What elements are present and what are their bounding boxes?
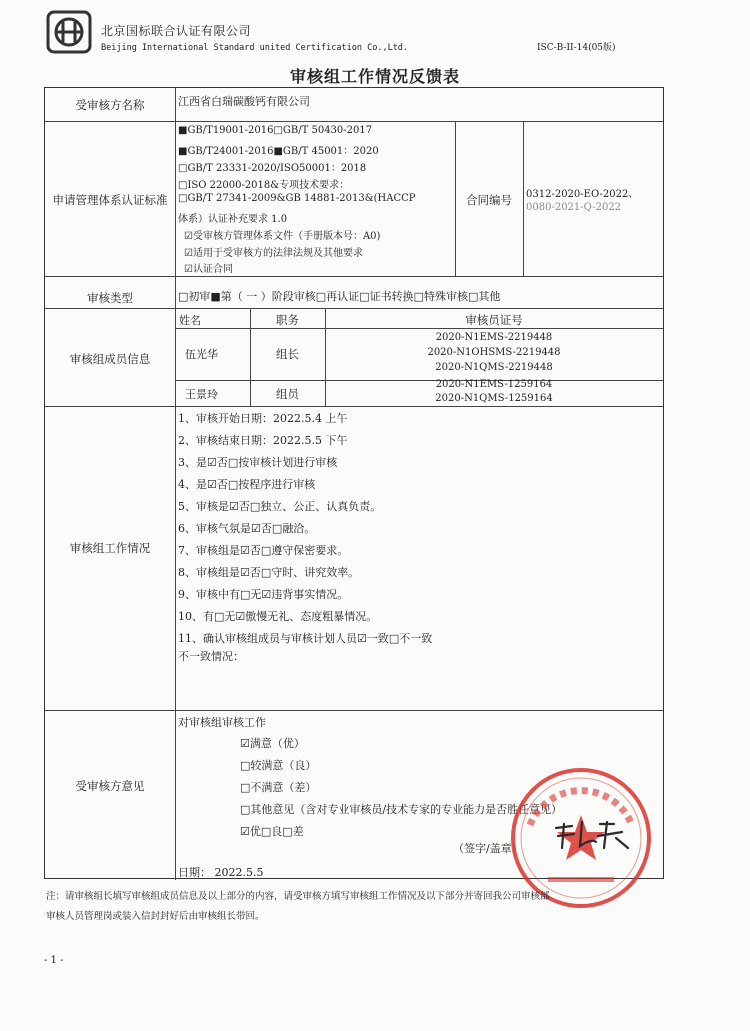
team-label: 审核组成员信息	[69, 352, 151, 366]
team-col-role: 职务	[276, 313, 299, 327]
standard-line: ☑受审核方管理体系文件（手册版本号：A0)	[184, 231, 381, 242]
team-col-name: 姓名	[179, 314, 201, 327]
work-item: 2、审核结束日期：2022.5.5 下午	[178, 434, 348, 447]
signature	[552, 818, 632, 852]
opinion-heading: 对审核组审核工作	[178, 716, 266, 729]
standard-line: 体系）认证补充要求 1.0	[178, 214, 288, 225]
form-title: 审核组工作情况反馈表	[289, 67, 460, 86]
org-name-en: Beijing International Standard united Certification Co.,Ltd.	[101, 43, 409, 53]
work-item: 不一致情况：	[178, 650, 244, 663]
member-cert: 2020-N1OHSMS-2219448	[427, 347, 561, 358]
work-item: 6、审核气氛是☑否□融洽。	[178, 522, 316, 535]
work-item: 4、是☑否□按程序进行审核	[178, 478, 316, 491]
contract-number: 0080-2021-Q-2022	[526, 202, 622, 213]
opinion-option: ☑优□良□差	[240, 825, 304, 838]
company-logo	[46, 10, 92, 54]
work-item: 3、是☑否□按审核计划进行审核	[178, 456, 338, 469]
member-cert: 2020-N1QMS-1259164	[435, 393, 553, 404]
work-item: 11、确认审核组成员与审核计划人员☑一致□不一致	[178, 632, 433, 645]
footnote-line: 注：请审核组长填写审核组成员信息及以上部分的内容，请受审核方填写审核组工作情况及以下部分并寄回我公司审核部	[46, 891, 550, 902]
member-cert: 2020-N1EMS-2219448	[435, 332, 553, 343]
auditee-label: 受审核方名称	[75, 98, 145, 112]
audit-type-value: □初审■第（ 一 ）阶段审核□再认证□证书转换□特殊审核□其他	[178, 290, 501, 303]
team-col-cert: 审核员证号	[465, 313, 523, 327]
work-item: 5、审核是☑否□独立、公正、认真负责。	[178, 500, 382, 513]
standard-line: ☑适用于受审核方的法律法规及其他要求	[184, 248, 363, 259]
document-code: ISC-B-II-14(05版)	[537, 43, 616, 53]
opinion-option: □不满意（差）	[240, 781, 317, 794]
contract-number: 0312-2020-EO-2022、	[526, 189, 639, 200]
member-name: 伍光华	[185, 348, 218, 361]
member-cert: 2020-N1QMS-2219448	[435, 362, 553, 373]
work-label: 审核组工作情况	[69, 541, 151, 555]
standards-label: 申请管理体系认证标准	[52, 193, 168, 207]
standard-line: □GB/T 27341-2009&GB 14881-2013&(HACCP	[178, 193, 416, 204]
contract-label: 合同编号	[466, 193, 512, 207]
auditee-name: 江西省白瑞碳酸钙有限公司	[178, 95, 310, 108]
footnote-line: 审核人员管理岗或装入信封封好后由审核组长带回。	[46, 911, 265, 922]
sign-label: （签字/盖章）	[453, 842, 523, 855]
standard-line: ☑认证合同	[184, 264, 233, 275]
work-item: 1、审核开始日期：2022.5.4 上午	[178, 412, 348, 425]
member-role: 组员	[276, 387, 299, 401]
member-name: 王景玲	[185, 388, 218, 401]
work-item: 10、有□无☑傲慢无礼、态度粗暴情况。	[178, 610, 378, 623]
work-item: 9、审核中有□无☑违背事实情况。	[178, 588, 349, 601]
opinion-label: 受审核方意见	[75, 779, 145, 793]
standard-line: ■GB/T24001-2016■GB/T 45001：2020	[178, 146, 379, 157]
opinion-option: □较满意（良）	[240, 759, 317, 772]
opinion-option: □其他意见（含对专业审核员/技术专家的专业能力是否胜任意见）	[240, 803, 563, 816]
form-table	[44, 87, 664, 879]
work-item: 8、审核组是☑否□守时、讲究效率。	[178, 566, 360, 579]
page-number: - 1 -	[44, 955, 64, 966]
work-item: 7、审核组是☑否□遵守保密要求。	[178, 544, 349, 557]
standard-line: ■GB/T19001-2016□GB/T 50430-2017	[178, 125, 373, 136]
org-name-cn: 北京国标联合认证有限公司	[101, 24, 252, 38]
standard-line: □GB/T 23331-2020/ISO50001：2018	[178, 163, 367, 174]
member-role: 组长	[276, 347, 299, 361]
standard-line: □ISO 22000-2018&专项技术要求：	[178, 180, 350, 191]
opinion-date: 日期： 2022.5.5	[178, 866, 264, 879]
audit-type-label: 审核类型	[87, 291, 133, 305]
opinion-option: ☑满意（优）	[240, 737, 305, 750]
member-cert: 2020-N1EMS-1259164	[435, 379, 553, 390]
